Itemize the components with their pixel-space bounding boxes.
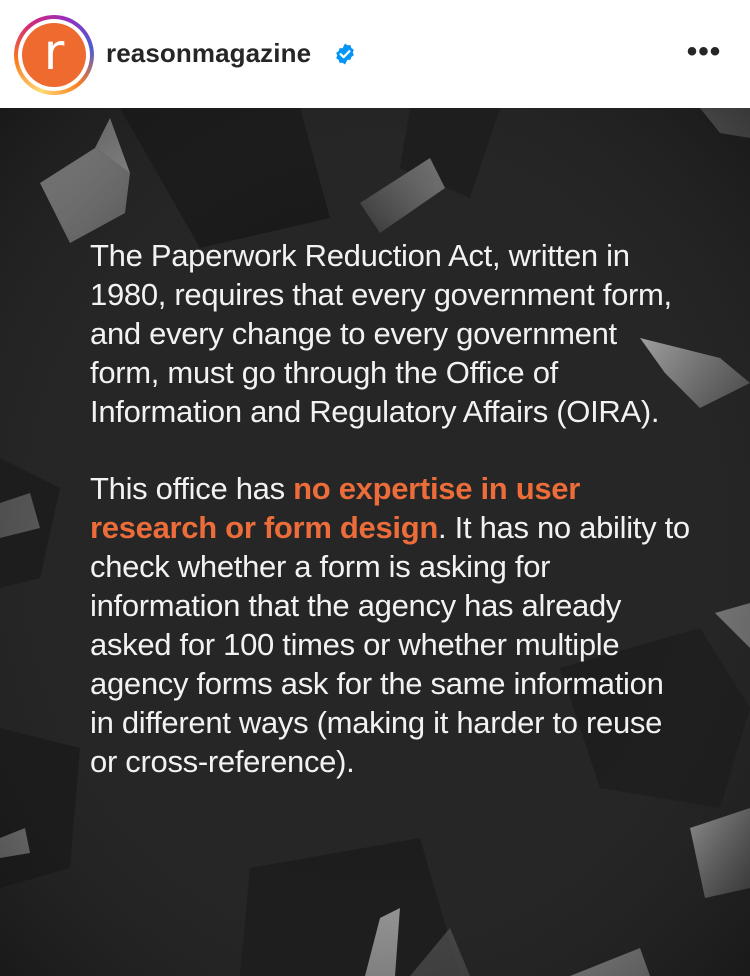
story-ring[interactable] — [14, 15, 94, 95]
more-options-icon[interactable]: ••• — [686, 35, 722, 68]
post-image[interactable] — [0, 108, 750, 976]
avatar[interactable]: r — [22, 23, 86, 87]
post-header — [0, 0, 750, 108]
verified-badge-icon — [333, 42, 357, 66]
paragraph-1: The Paperwork Reduction Act, written in 1980, requires that every government form, and every change to every government form, must go through the Office of Information and Regulatory Affairs (OIRA). — [90, 238, 672, 429]
highlighted-phrase: no expertise in user research or form design — [90, 471, 581, 545]
username-link[interactable]: reasonmagazine — [106, 38, 312, 68]
post-text — [90, 236, 690, 781]
paragraph-2: This office has no expertise in user research or form design. It has no ability to check whether a form is asking for information that the agency has already asked for 100 times or whether multiple agency forms ask for the same information in different ways (making it harder to reuse or cross-reference). — [90, 471, 690, 779]
